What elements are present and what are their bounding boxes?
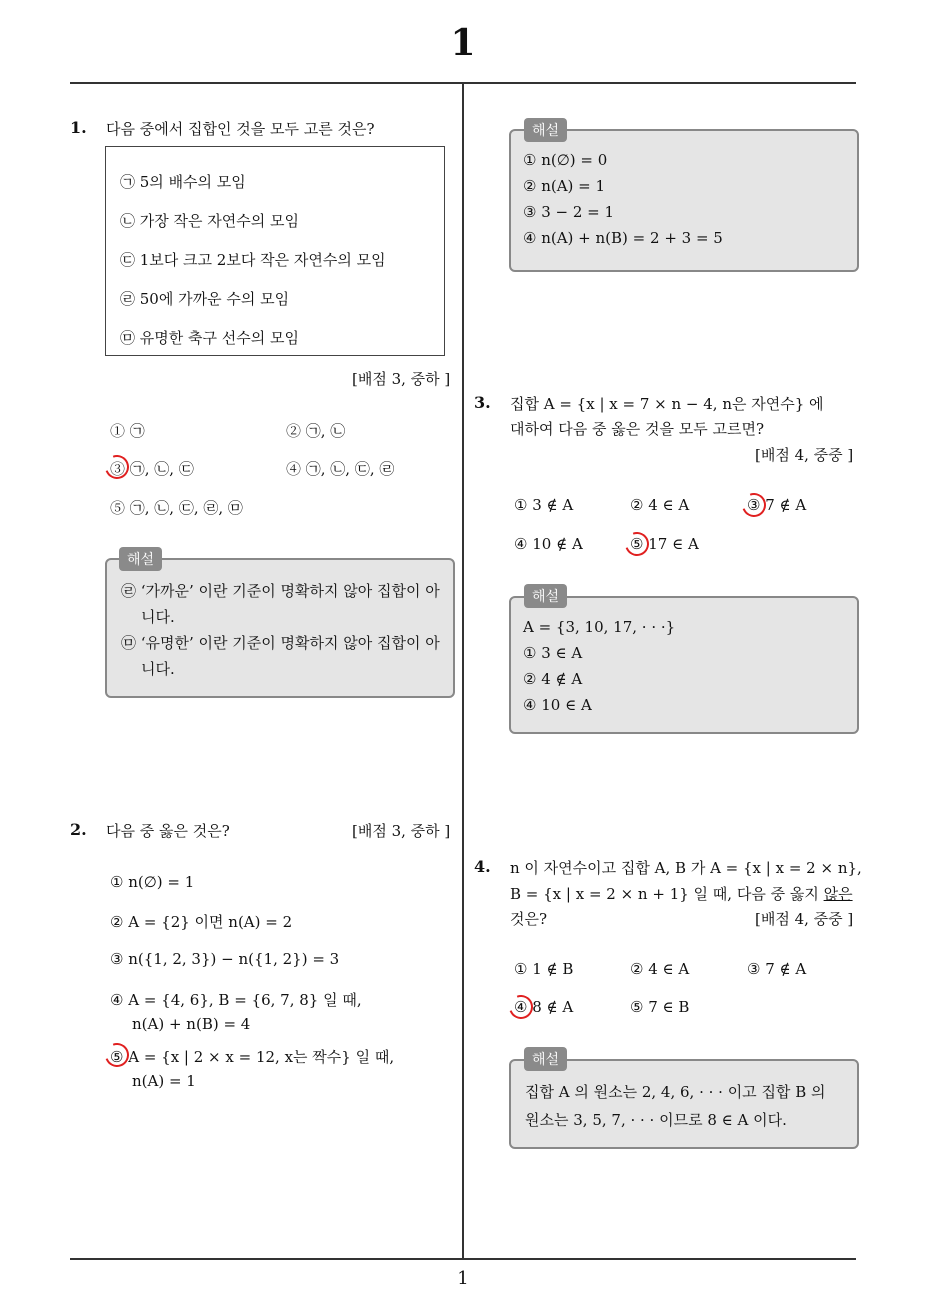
solution-box	[105, 558, 455, 698]
solution-tag: 해설	[524, 584, 567, 608]
solution-line: 니다.	[141, 608, 175, 626]
choice[interactable]: ② 4 ∈ A	[630, 496, 690, 514]
solution-box	[509, 596, 859, 734]
choice-continuation: n(A) + n(B) = 4	[132, 1015, 251, 1033]
choice[interactable]: ① ㉠	[110, 422, 145, 440]
footer-rule	[70, 1258, 856, 1260]
solution-line: ③ 3 − 2 = 1	[523, 203, 615, 221]
choice[interactable]: ① n(∅) = 1	[110, 873, 195, 891]
condition-item: ㉣ 50에 가까운 수의 모임	[120, 290, 290, 308]
choice[interactable]: ① 3 ∉ A	[514, 496, 574, 514]
question-number: 2.	[70, 820, 87, 839]
score-label: [배점 3, 중하 ]	[352, 370, 451, 388]
solution-line: ㉣ ‘가까운’ 이란 기준이 명확하지 않아 집합이 아	[121, 582, 440, 600]
question-text-part: B = {x | x = 2 × n + 1} 일 때, 다음 중 옳지	[510, 885, 824, 903]
emphasis-underline: 않은	[823, 885, 853, 903]
solution-line: ④ n(A) + n(B) = 2 + 3 = 5	[523, 229, 723, 247]
choice[interactable]: ③ 7 ∉ A	[747, 960, 807, 978]
question-number: 4.	[474, 857, 491, 876]
page-number: 1	[457, 1268, 469, 1289]
solution-line: ② n(A) = 1	[523, 177, 606, 195]
solution-box	[509, 129, 859, 272]
answer-mark-circle	[505, 991, 537, 1023]
solution-tag: 해설	[524, 118, 567, 142]
solution-box	[509, 1059, 859, 1149]
condition-item: ㉠ 5의 배수의 모임	[120, 173, 246, 191]
solution-line: ① 3 ∈ A	[523, 644, 583, 662]
choice[interactable]: ⑤ 17 ∈ A	[630, 535, 699, 553]
question-text: 것은?	[510, 910, 548, 928]
question-number: 1.	[70, 118, 87, 137]
condition-item: ㉤ 유명한 축구 선수의 모임	[120, 329, 299, 347]
choice[interactable]: ⑤ ㉠, ㉡, ㉢, ㉣, ㉤	[110, 499, 243, 517]
choice[interactable]: ① 1 ∉ B	[514, 960, 574, 978]
choice[interactable]: ④ 10 ∉ A	[514, 535, 583, 553]
score-label: [배점 3, 중하 ]	[352, 822, 451, 840]
choice[interactable]: ② ㉠, ㉡	[286, 422, 346, 440]
choice[interactable]: ③ n({1, 2, 3}) − n({1, 2}) = 3	[110, 950, 340, 968]
solution-line: 원소는 3, 5, 7, · · · 이므로 8 ∈ A 이다.	[525, 1111, 787, 1129]
choice[interactable]: ④ 8 ∉ A	[514, 998, 574, 1016]
solution-line: ④ 10 ∈ A	[523, 696, 592, 714]
choice[interactable]: ⑤ A = {x | 2 × x = 12, x는 짝수} 일 때,	[110, 1048, 395, 1066]
solution-line: 집합 A 의 원소는 2, 4, 6, · · · 이고 집합 B 의	[525, 1083, 826, 1101]
choice-continuation: n(A) = 1	[132, 1072, 196, 1090]
choice[interactable]: ② A = {2} 이면 n(A) = 2	[110, 913, 293, 931]
answer-mark-circle	[621, 528, 653, 560]
choice[interactable]: ③ 7 ∉ A	[747, 496, 807, 514]
question-text: 다음 중 옳은 것은?	[106, 822, 230, 840]
solution-line: ② 4 ∉ A	[523, 670, 583, 688]
question-text: 대하여 다음 중 옳은 것을 모두 고르면?	[510, 420, 765, 438]
page-title: 1	[450, 22, 476, 64]
solution-tag: 해설	[119, 547, 162, 571]
solution-tag: 해설	[524, 1047, 567, 1071]
score-label: [배점 4, 중중 ]	[755, 446, 854, 464]
solution-line: A = {3, 10, 17, · · ·}	[523, 618, 676, 636]
question-number: 3.	[474, 393, 491, 412]
condition-item: ㉡ 가장 작은 자연수의 모임	[120, 212, 299, 230]
choice[interactable]: ③ ㉠, ㉡, ㉢	[110, 460, 194, 478]
choice[interactable]: ④ ㉠, ㉡, ㉢, ㉣	[286, 460, 395, 478]
question-text: 다음 중에서 집합인 것을 모두 고른 것은?	[106, 120, 375, 138]
solution-line: ① n(∅) = 0	[523, 151, 608, 169]
question-text: n 이 자연수이고 집합 A, B 가 A = {x | x = 2 × n},	[510, 859, 862, 877]
condition-item: ㉢ 1보다 크고 2보다 작은 자연수의 모임	[120, 251, 386, 269]
choice[interactable]: ⑤ 7 ∈ B	[630, 998, 690, 1016]
solution-line: ㉤ ‘유명한’ 이란 기준이 명확하지 않아 집합이 아	[121, 634, 440, 652]
solution-line: 니다.	[141, 660, 175, 678]
question-text	[510, 883, 853, 904]
choice[interactable]: ④ A = {4, 6}, B = {6, 7, 8} 일 때,	[110, 991, 362, 1009]
score-label: [배점 4, 중중 ]	[755, 910, 854, 928]
column-divider	[462, 83, 464, 1259]
answer-mark-circle	[738, 489, 770, 521]
question-text: 집합 A = {x | x = 7 × n − 4, n은 자연수} 에	[510, 395, 824, 413]
choice[interactable]: ② 4 ∈ A	[630, 960, 690, 978]
condition-box	[105, 146, 445, 356]
